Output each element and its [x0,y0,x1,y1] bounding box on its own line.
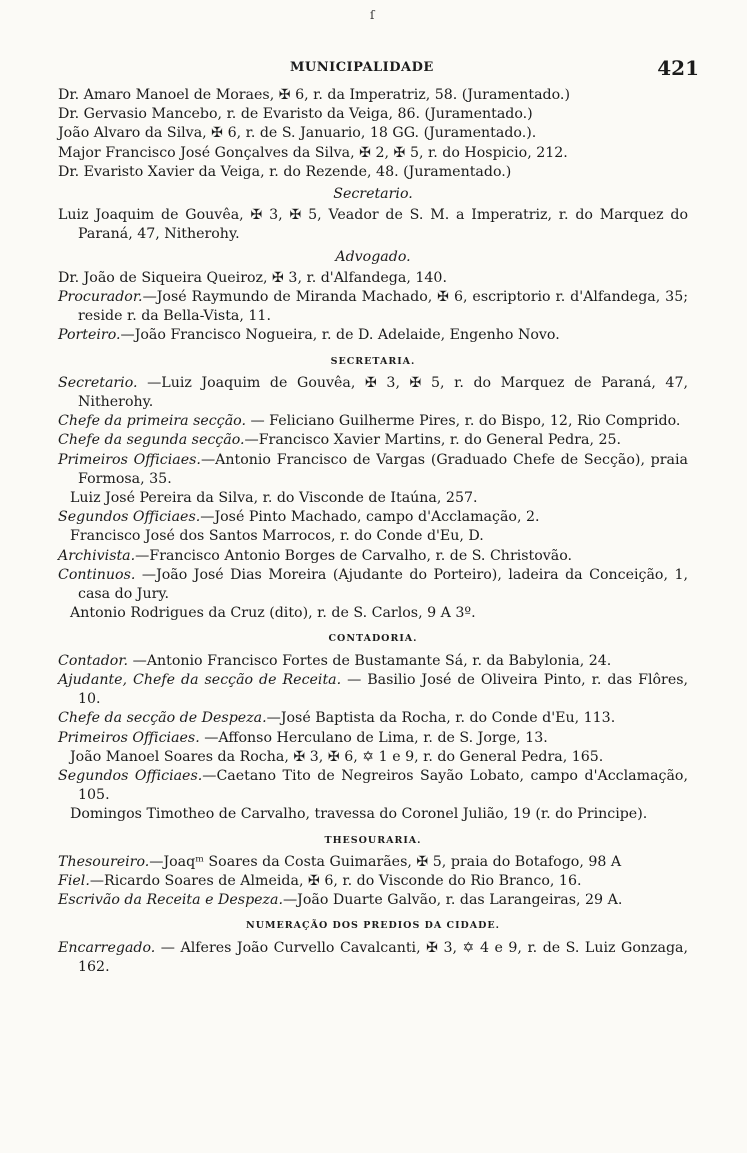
entry-line [70,748,688,767]
entry-line [58,767,688,805]
entry-text: João Manoel Soares da Rocha, ✠ 3, ✠ 6, ✡ 1 e 9, r. do General Pedra, 165. [70,748,604,765]
header-ornament: ſ [370,8,376,22]
entry-line [58,709,688,728]
entry-role: Porteiro. [58,327,121,344]
entry-line [70,527,688,546]
section-heading-advogado: Advogado. [335,248,411,265]
entry-role: Escrivão da Receita e Despeza. [58,892,283,909]
entry-line: Luiz Joaquim de Gouvêa, ✠ 3, ✠ 5, Veador de S. M. a Imperatriz, r. do Marquez do Paraná, 47, Nitherohy. [58,207,688,243]
entry-line: Dr. Evaristo Xavier da Veiga, r. do Rezende, 48. (Juramentado.) [58,163,512,180]
entry-line [58,547,688,566]
entry-role: Primeiros Officiaes. [58,451,201,468]
entry-text: —Caetano Tito de Negreiros Sayão Lobato, campo d'Acclamação, 105. [78,767,688,804]
entry-text: —José Baptista da Rocha, r. do Conde d'Eu, 113. [266,710,616,727]
entry-line: Dr. Gervasio Mancebo, r. de Evaristo da Veiga, 86. (Juramentado.) [58,106,533,123]
entry-text: —Antonio Francisco de Vargas (Graduado Chefe de Secção), praia Formosa, 35. [78,451,689,487]
contadoria-list [58,652,688,825]
entry-text: —José Pinto Machado, campo d'Acclamação, 2. [200,509,540,526]
entry-text: —Ricardo Soares de Almeida, ✠ 6, r. do Visconde do Rio Branco, 16. [89,872,582,889]
entry-line [58,412,688,431]
entry-role: Chefe da segunda secção. [58,432,245,449]
entry-text: — Alferes João Curvello Cavalcanti, ✠ 3, ✡ 4 e 9, r. de S. Luiz Gonzaga, 162. [78,939,688,975]
section-heading-contadoria: CONTADORIA. [328,633,418,645]
entry-line: João Alvaro da Silva, ✠ 6, r. de S. Januario, 18 GG. (Juramentado.). [58,125,537,142]
entry-line [58,451,688,489]
numeracao-list [58,939,688,977]
entry-line [70,604,688,623]
entry-role: Ajudante, Chefe da secção de Receita. [58,671,342,688]
entry-line [70,805,688,824]
entry-line [58,652,688,671]
entry-role: Archivista. [58,547,136,564]
entry-role: Encarregado. [58,939,156,956]
entry-line: Major Francisco José Gonçalves da Silva, ✠ 2, ✠ 5, r. do Hospicio, 212. [58,144,568,161]
entry-text: —Affonso Herculano de Lima, r. de S. Jorge, 13. [199,729,548,746]
entry-text: —João Duarte Galvão, r. das Larangeiras, 29 A. [282,892,623,909]
entry-line [58,853,688,872]
entry-line [58,269,688,288]
entry-role: Secretario. [58,374,138,391]
entry-role: Segundos Officiaes. [58,767,203,784]
entry-role: Contador. [58,652,129,669]
entry-line [58,872,688,891]
secretaria-list [58,374,688,624]
page-body [58,86,688,977]
section-heading-secretaria: SECRETARIA. [330,355,416,367]
section-heading-numeracao: NUMERAÇÃO DOS PREDIOS DA CIDADE. [246,920,500,932]
entry-line [58,729,688,748]
entry-line [58,671,688,709]
entry-text: —Francisco Xavier Martins, r. do General Pedra, 25. [244,432,622,449]
running-head: MUNICIPALIDADE [290,60,434,75]
entry-line [58,508,688,527]
entry-role: Primeiros Officiaes. [58,729,200,746]
entry-text: Antonio Rodrigues da Cruz (dito), r. de S. Carlos, 9 A 3º. [70,605,476,622]
section-heading-thesouraria: THESOURARIA. [324,834,422,846]
entry-text: Francisco José dos Santos Marrocos, r. do Conde d'Eu, D. [70,528,484,545]
entry-text: —Antonio Francisco Fortes de Bustamante Sá, r. da Babylonia, 24. [128,652,612,669]
entry-text: —João José Dias Moreira (Ajudante do Porteiro), ladeira da Conceição, 1, casa do Jury. [78,566,688,603]
entry-text: —Joaqᵐ Soares da Costa Guimarães, ✠ 5, praia do Botafogo, 98 A [149,853,622,870]
thesouraria-list [58,853,688,911]
entry-line [58,891,688,910]
entry-text: Domingos Timotheo de Carvalho, travessa do Coronel Julião, 19 (r. do Principe). [70,806,648,823]
entry-text: —Luiz Joaquim de Gouvêa, ✠ 3, ✠ 5, r. do Marquez de Paraná, 47, Nitherohy. [78,374,688,411]
entry-role: Fiel. [58,872,90,889]
entry-text: — Feliciano Guilherme Pires, r. do Bispo, 12, Rio Comprido. [245,413,681,430]
entry-line: Dr. Amaro Manoel de Moraes, ✠ 6, r. da Imperatriz, 58. (Juramentado.) [58,87,570,103]
entry-line [58,288,688,326]
entry-line [58,326,688,345]
page-number: 421 [657,56,699,80]
entry-line [58,939,688,977]
entry-text: — Basilio José de Oliveira Pinto, r. das Flôres, 10. [78,671,689,708]
entry-role: Chefe da primeira secção. [58,413,246,430]
entry-role: Chefe da secção de Despeza. [58,710,267,727]
entry-role: Continuos. [58,566,136,583]
entry-text: —José Raymundo de Miranda Machado, ✠ 6, escriptorio r. d'Alfandega, 35; reside r. da Bella-Vista, 11. [78,289,688,325]
entry-text: Dr. João de Siqueira Queiroz, ✠ 3, r. d'Alfandega, 140. [58,269,447,286]
section-heading-secretario: Secretario. [333,186,413,203]
entry-line [58,374,688,412]
entry-line [70,489,688,508]
entry-role: Thesoureiro. [58,853,150,870]
entry-text: —Francisco Antonio Borges de Carvalho, r. de S. Christovão. [135,547,573,564]
entry-text: Luiz José Pereira da Silva, r. do Visconde de Itaúna, 257. [70,490,478,507]
entry-text: —João Francisco Nogueira, r. de D. Adelaide, Engenho Novo. [120,327,560,344]
entry-line [58,566,688,604]
entry-role: Procurador. [58,289,143,306]
entry-role: Segundos Officiaes. [58,509,201,526]
entry-line [58,431,688,450]
